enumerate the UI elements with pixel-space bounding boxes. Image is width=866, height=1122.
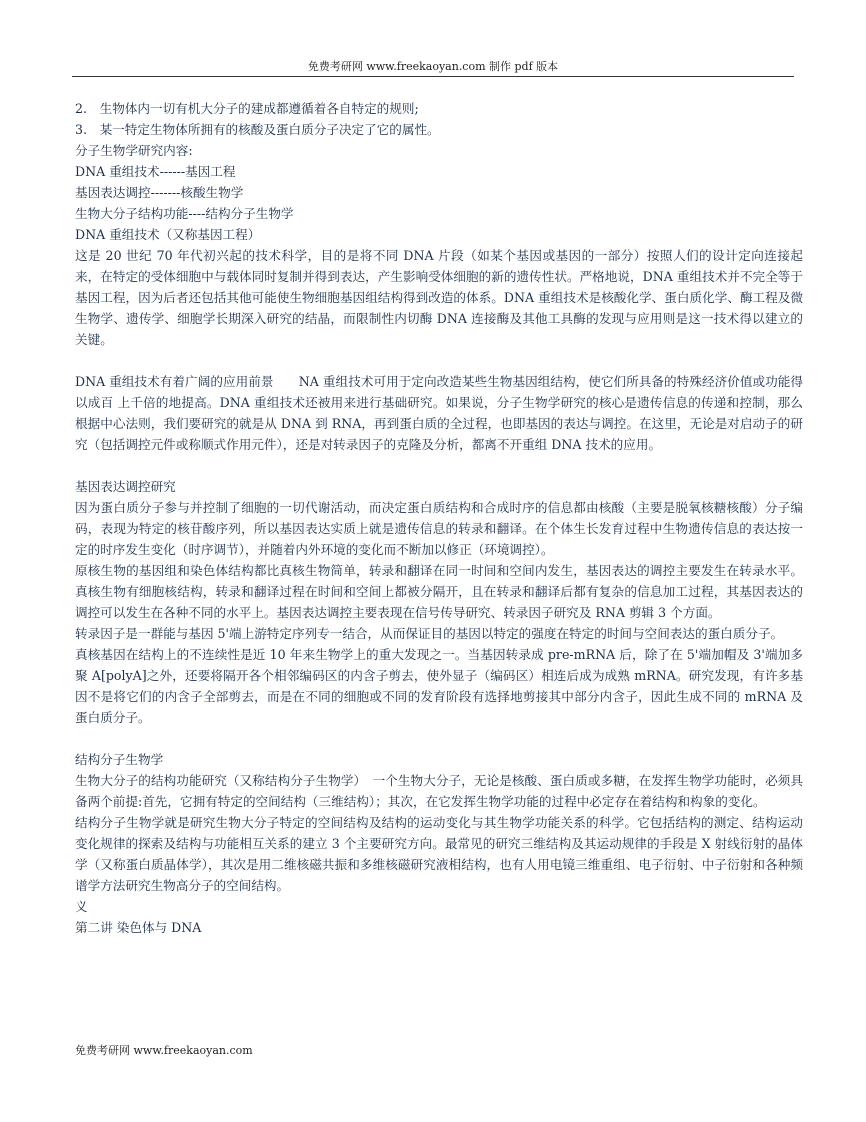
text-line: 2. 生物体内一切有机大分子的建成都遵循着各自特定的规则; <box>75 101 419 116</box>
paragraph: 转录因子是一群能与基因 5'端上游特定序列专一结合，从而保证目的基因以特定的强度在特定的时间与空间表达的蛋白质分子。 <box>75 626 784 641</box>
paragraph: 这是 20 世纪 70 年代初兴起的技术科学，目的是将不同 DNA 片段（如某个基因或基因的一部分）按照人们的设计定向连接起来，在特定的受体细胞中与载体同时复制并得到表达，产生影响受体细胞的新的遗传性状。严格地说，DNA 重组技术并不完全等于基因工程，因为后者还包括其他可能使生物细胞基因组结构得到改造的体系。DNA 重组技术是核酸化学、蛋白质化学、酶工程及微生物学、遗传学、细胞学长期深入研究的结晶，而限制性内切酶 DNA 连接酶及其他工具酶的发现与应用则是这一技术得以建立的关键。 <box>75 248 803 347</box>
header-divider <box>72 76 794 77</box>
text-line: 3. 某一特定生物体所拥有的核酸及蛋白质分子决定了它的属性。 <box>75 122 440 137</box>
paragraph: 原核生物的基因组和染色体结构都比真核生物简单，转录和翻译在同一时间和空间内发生，基因表达的调控主要发生在转录水平。真核生物有细胞核结构，转录和翻译过程在时间和空间上都被分隔开，且在转录和翻译后都有复杂的信息加工过程，其基因表达的调控可以发生在各种不同的水平上。基因表达调控主要表现在信号传导研究、转录因子研究及 RNA 剪辑 3 个方面。 <box>75 563 803 620</box>
text-line: 分子生物学研究内容: <box>75 143 193 158</box>
section-heading: 基因表达调控研究 <box>75 479 176 494</box>
chapter-title: 第二讲 染色体与 DNA <box>75 920 202 935</box>
paragraph: DNA 重组技术有着广阔的应用前景 NA 重组技术可用于定向改造某些生物基因组结构，使它们所具备的特殊经济价值或功能得以成百 上千倍的地提高。DNA 重组技术还被用来进行基础研究。如果说，分子生物学研究的核心是遗传信息的传递和控制，那么根据中心法则，我们要研究的就是从 DNA 到 RNA，再到蛋白质的全过程，也即基因的表达与调控。在这里，无论是对启动子的研究（包括调控元件或称顺式作用元件），还是对转录因子的克隆及分析，都离不开重组 DNA 技术的应用。 <box>75 374 803 452</box>
paragraph: 因为蛋白质分子参与并控制了细胞的一切代谢活动，而决定蛋白质结构和合成时序的信息都由核酸（主要是脱氧核糖核酸）分子编码，表现为特定的核苷酸序列，所以基因表达实质上就是遗传信息的转录和翻译。在个体生长发育过程中生物遗传信息的表达按一定的时序发生变化（时序调节），并随着内外环境的变化而不断加以修正（环境调控）。 <box>75 500 803 557</box>
paragraph-gap <box>75 728 803 749</box>
page-header: 免费考研网 www.freekaoyan.com 制作 pdf 版本 <box>307 60 559 73</box>
paragraph-gap <box>75 350 803 371</box>
paragraph: 结构分子生物学就是研究生物大分子特定的空间结构及结构的运动变化与其生物学功能关系的科学。它包括结构的测定、结构运动变化规律的探索及结构与功能相互关系的建立 3 个主要研究方向。最常见的研究三维结构及其运动规律的手段是 X 射线衍射的晶体学（又称蛋白质晶体学），其次是用二维核磁共振和多维核磁研究液相结构，也有人用电镜三维重组、电子衍射、中子衍射和各种频谱学方法研究生物高分子的空间结构。 <box>75 815 803 893</box>
text-line: 基因表达调控-------核酸生物学 <box>75 185 244 200</box>
section-heading: DNA 重组技术（又称基因工程） <box>75 227 261 242</box>
paragraph-gap <box>75 455 803 476</box>
section-heading: 结构分子生物学 <box>75 752 164 767</box>
paragraph: 生物大分子的结构功能研究（又称结构分子生物学） 一个生物大分子，无论是核酸、蛋白质或多糖，在发挥生物学功能时，必须具备两个前提:首先，它拥有特定的空间结构（三维结构）；其次，在它发挥生物学功能的过程中必定存在着结构和构象的变化。 <box>75 773 803 809</box>
text-line: 义 <box>75 899 88 914</box>
paragraph: 真核基因在结构上的不连续性是近 10 年来生物学上的重大发现之一。当基因转录成 pre-mRNA 后，除了在 5'端加帽及 3'端加多聚 A[polyA]之外，还要将隔开各个相邻编码区的内含子剪去，使外显子（编码区）相连后成为成熟 mRNA。研究发现，有许多基因不是将它们的内含子全部剪去，而是在不同的细胞或不同的发育阶段有选择地剪接其中部分内含子，因此生成不同的 mRNA 及蛋白质分子。 <box>75 647 803 725</box>
document-body <box>75 98 803 938</box>
text-line: 生物大分子结构功能----结构分子生物学 <box>75 206 294 221</box>
text-line: DNA 重组技术------基因工程 <box>75 164 236 179</box>
page-footer: 免费考研网 www.freekaoyan.com <box>75 1044 253 1057</box>
